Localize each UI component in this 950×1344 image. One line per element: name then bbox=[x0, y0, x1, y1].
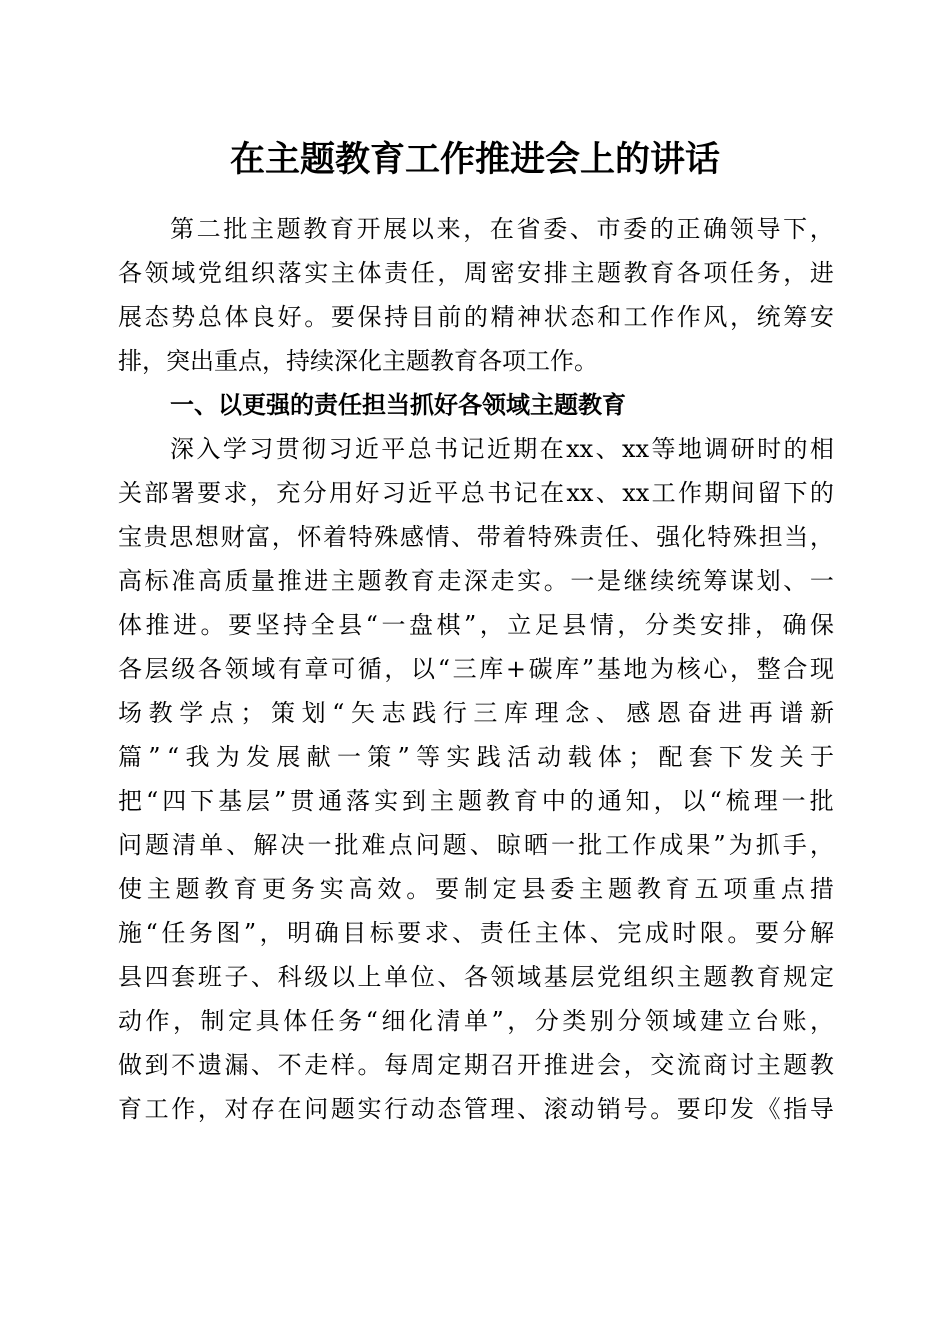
paragraph-line: 使 主 题 教 育 更 务 实 高 效 。 要 制 定 县 委 主 题 教 育 五 项 重 点 措 bbox=[118, 875, 834, 903]
paragraph-line: 把 “ 四 下 基 层 ” 贯 通 落 实 到 主 题 教 育 中 的 通 知 ， 以 “ 梳 理 一 批 bbox=[118, 787, 834, 815]
document-title: 在主题教育工作推进会上的讲话 bbox=[229, 139, 720, 180]
paragraph-line: 施 “ 任 务 图 ” ， 明 确 目 标 要 求 、 责 任 主 体 、 完 成 时 限 。 要 分 解 bbox=[118, 919, 834, 947]
document-body bbox=[118, 207, 834, 1131]
paragraph-line: 县 四 套 班 子 、 科 级 以 上 单 位 、 各 领 域 基 层 党 组 织 主 题 教 育 规 定 bbox=[118, 963, 834, 991]
paragraph-line: 体 推 进 。 要 坚 持 全 县 “ 一 盘 棋 ” ， 立 足 县 情 ， 分 类 安 排 ， 确 保 bbox=[118, 611, 834, 639]
paragraph-line: 场 教 学 点 ； 策 划 “ 矢 志 践 行 三 库 理 念 、 感 恩 奋 进 再 谱 新 bbox=[118, 699, 834, 727]
paragraph-line: 育 工 作 ， 对 存 在 问 题 实 行 动 态 管 理 、 滚 动 销 号 。 要 印 发 《 指 导 bbox=[118, 1095, 834, 1123]
paragraph-line: 篇 ” “ 我 为 发 展 献 一 策 ” 等 实 践 活 动 载 体 ； 配 套 下 发 关 于 bbox=[118, 743, 834, 771]
paragraph-line: 做 到 不 遗 漏 、 不 走 样 。 每 周 定 期 召 开 推 进 会 ， 交 流 商 讨 主 题 教 bbox=[118, 1051, 834, 1079]
paragraph-line: 各 领 域 党 组 织 落 实 主 体 责 任 ， 周 密 安 排 主 题 教 育 各 项 任 务 ， 进 bbox=[118, 259, 834, 287]
paragraph-line: 深 入 学 习 贯 彻 习 近 平 总 书 记 近 期 在 xx 、 xx 等 地 调 研 时 的 相 bbox=[170, 435, 834, 463]
paragraph-line: 高 标 准 高 质 量 推 进 主 题 教 育 走 深 走 实 。 一 是 继 续 统 筹 谋 划 、 一 bbox=[118, 567, 834, 595]
paragraph-line: 各 层 级 各 领 域 有 章 可 循 ， 以 “ 三 库 + 碳 库 ” 基 地 为 核 心 ， 整 合 现 bbox=[118, 655, 834, 683]
paragraph-line: 问 题 清 单 、 解 决 一 批 难 点 问 题 、 晾 晒 一 批 工 作 成 果 ” 为 抓 手 ， bbox=[118, 831, 834, 859]
paragraph-line: 动 作 ， 制 定 具 体 任 务 “ 细 化 清 单 ” ， 分 类 别 分 领 域 建 立 台 账 ， bbox=[118, 1007, 834, 1035]
paragraph-line: 关 部 署 要 求 ， 充 分 用 好 习 近 平 总 书 记 在 xx 、 xx 工 作 期 间 留 下 的 bbox=[118, 479, 834, 507]
paragraph-line: 宝 贵 思 想 财 富 ， 怀 着 特 殊 感 情 、 带 着 特 殊 责 任 、 强 化 特 殊 担 当 ， bbox=[118, 523, 834, 551]
section-heading: 一、以更强的责任担当抓好各领域主题教育 bbox=[170, 391, 626, 419]
paragraph-line: 排，突出重点，持续深化主题教育各项工作。 bbox=[118, 347, 598, 375]
paragraph-line: 展 态 势 总 体 良 好 。 要 保 持 目 前 的 精 神 状 态 和 工 作 作 风 ， 统 筹 安 bbox=[118, 303, 834, 331]
paragraph-line: 第 二 批 主 题 教 育 开 展 以 来 ， 在 省 委 、 市 委 的 正 确 领 导 下 ， bbox=[170, 215, 834, 243]
